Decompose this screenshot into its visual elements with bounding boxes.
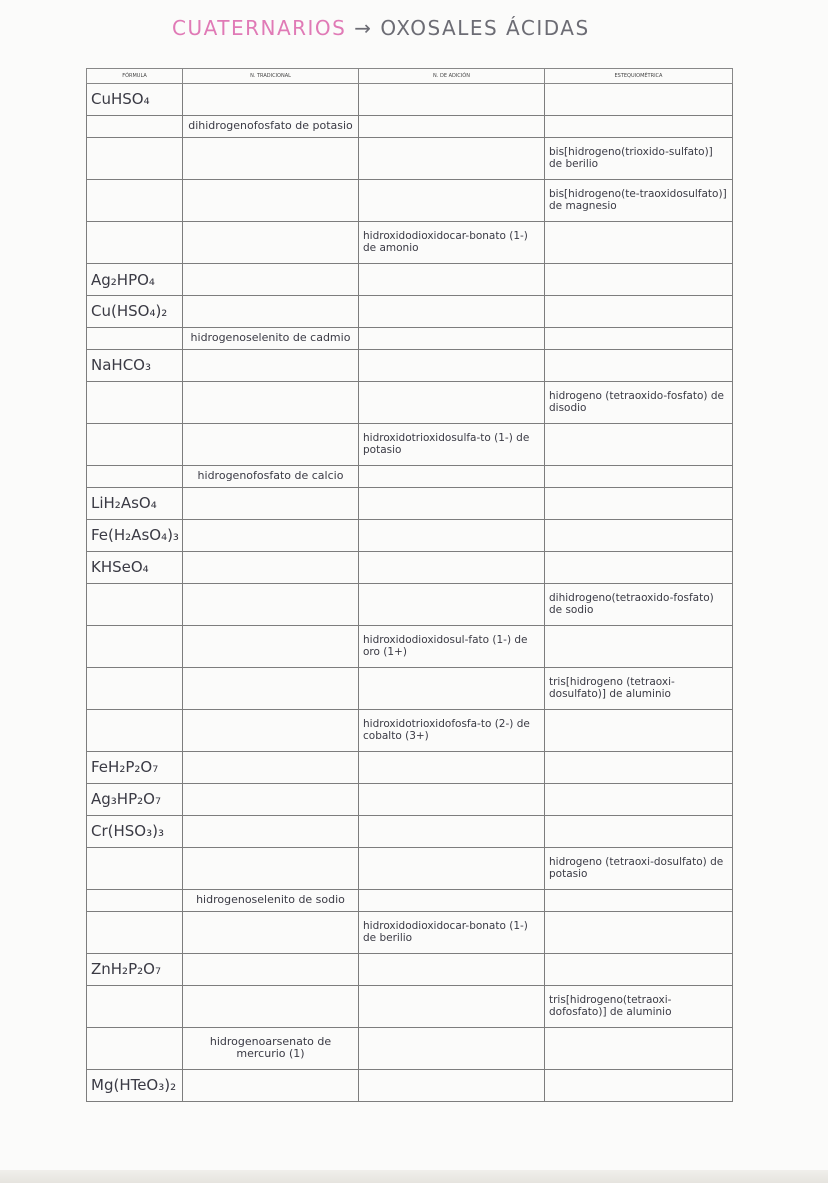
cell-adicion bbox=[359, 667, 545, 709]
cell-adicion: hidroxidodioxidocar-bonato (1-) de berilio bbox=[359, 911, 545, 953]
cell-estequiometrica bbox=[545, 221, 733, 263]
cell-formula: LiH₂AsO₄ bbox=[87, 487, 183, 519]
cell-estequiometrica: hidrogeno (tetraoxi-dosulfato) de potasio bbox=[545, 847, 733, 889]
cell-estequiometrica bbox=[545, 327, 733, 349]
cell-formula: CuHSO₄ bbox=[87, 84, 183, 116]
cell-estequiometrica bbox=[545, 465, 733, 487]
table-row bbox=[87, 84, 733, 116]
cell-formula bbox=[87, 667, 183, 709]
cell-tradicional bbox=[183, 423, 359, 465]
cell-tradicional: hidrogenoselenito de cadmio bbox=[183, 327, 359, 349]
cell-tradicional bbox=[183, 487, 359, 519]
table-row bbox=[87, 625, 733, 667]
table-row bbox=[87, 264, 733, 296]
cell-adicion bbox=[359, 115, 545, 137]
cell-formula bbox=[87, 625, 183, 667]
cell-formula bbox=[87, 583, 183, 625]
page-edge bbox=[0, 1170, 828, 1183]
table-row bbox=[87, 115, 733, 137]
cell-tradicional bbox=[183, 179, 359, 221]
cell-formula: Mg(HTeO₃)₂ bbox=[87, 1069, 183, 1101]
cell-estequiometrica bbox=[545, 264, 733, 296]
cell-estequiometrica: tris[hidrogeno (tetraoxi-dosulfato)] de aluminio bbox=[545, 667, 733, 709]
cell-tradicional bbox=[183, 295, 359, 327]
cell-formula bbox=[87, 221, 183, 263]
cell-estequiometrica bbox=[545, 519, 733, 551]
cell-adicion bbox=[359, 264, 545, 296]
cell-formula bbox=[87, 911, 183, 953]
cell-formula bbox=[87, 889, 183, 911]
cell-estequiometrica: dihidrogeno(tetraoxido-fosfato) de sodio bbox=[545, 583, 733, 625]
cell-formula: Ag₃HP₂O₇ bbox=[87, 783, 183, 815]
cell-estequiometrica bbox=[545, 889, 733, 911]
cell-formula: Ag₂HPO₄ bbox=[87, 264, 183, 296]
cell-formula: ZnH₂P₂O₇ bbox=[87, 953, 183, 985]
table-row bbox=[87, 423, 733, 465]
cell-tradicional bbox=[183, 847, 359, 889]
cell-estequiometrica bbox=[545, 551, 733, 583]
cell-adicion: hidroxidodioxidocar-bonato (1-) de amonio bbox=[359, 221, 545, 263]
cell-adicion bbox=[359, 84, 545, 116]
cell-tradicional bbox=[183, 751, 359, 783]
cell-adicion bbox=[359, 381, 545, 423]
cell-formula bbox=[87, 115, 183, 137]
table-row bbox=[87, 487, 733, 519]
cell-formula bbox=[87, 137, 183, 179]
header-row bbox=[87, 69, 733, 84]
table-row bbox=[87, 349, 733, 381]
cell-estequiometrica: hidrogeno (tetraoxido-fosfato) de disodio bbox=[545, 381, 733, 423]
cell-estequiometrica bbox=[545, 115, 733, 137]
table-row bbox=[87, 465, 733, 487]
cell-estequiometrica bbox=[545, 487, 733, 519]
table-row bbox=[87, 709, 733, 751]
cell-formula: KHSeO₄ bbox=[87, 551, 183, 583]
cell-adicion bbox=[359, 583, 545, 625]
cell-formula bbox=[87, 423, 183, 465]
cell-formula: FeH₂P₂O₇ bbox=[87, 751, 183, 783]
cell-formula bbox=[87, 709, 183, 751]
table-row bbox=[87, 137, 733, 179]
cell-tradicional: hidrogenofosfato de calcio bbox=[183, 465, 359, 487]
cell-estequiometrica bbox=[545, 953, 733, 985]
cell-estequiometrica bbox=[545, 84, 733, 116]
cell-tradicional bbox=[183, 381, 359, 423]
cell-formula bbox=[87, 1027, 183, 1069]
cell-tradicional bbox=[183, 137, 359, 179]
cell-tradicional bbox=[183, 667, 359, 709]
cell-adicion bbox=[359, 1027, 545, 1069]
cell-tradicional: hidrogenoselenito de sodio bbox=[183, 889, 359, 911]
table-row bbox=[87, 519, 733, 551]
cell-tradicional bbox=[183, 1069, 359, 1101]
cell-tradicional bbox=[183, 583, 359, 625]
header-adicion: N. DE ADICIÓN bbox=[359, 69, 545, 84]
table-row bbox=[87, 911, 733, 953]
cell-adicion bbox=[359, 815, 545, 847]
page-title bbox=[172, 16, 590, 40]
cell-adicion bbox=[359, 295, 545, 327]
table-row bbox=[87, 985, 733, 1027]
cell-estequiometrica bbox=[545, 295, 733, 327]
header-formula: FÓRMULA bbox=[87, 69, 183, 84]
cell-formula: Fe(H₂AsO₄)₃ bbox=[87, 519, 183, 551]
cell-adicion bbox=[359, 751, 545, 783]
cell-tradicional bbox=[183, 911, 359, 953]
cell-tradicional bbox=[183, 519, 359, 551]
table-row bbox=[87, 583, 733, 625]
table-row bbox=[87, 551, 733, 583]
header-tradicional: N. TRADICIONAL bbox=[183, 69, 359, 84]
cell-adicion bbox=[359, 551, 545, 583]
table-row bbox=[87, 327, 733, 349]
table-row bbox=[87, 815, 733, 847]
table-row bbox=[87, 667, 733, 709]
cell-estequiometrica bbox=[545, 709, 733, 751]
cell-estequiometrica bbox=[545, 423, 733, 465]
table-row bbox=[87, 295, 733, 327]
table-row bbox=[87, 1027, 733, 1069]
cell-adicion bbox=[359, 349, 545, 381]
cell-adicion bbox=[359, 137, 545, 179]
cell-estequiometrica: bis[hidrogeno(trioxido-sulfato)] de berilio bbox=[545, 137, 733, 179]
cell-estequiometrica bbox=[545, 815, 733, 847]
cell-adicion bbox=[359, 327, 545, 349]
cell-tradicional bbox=[183, 349, 359, 381]
cell-adicion bbox=[359, 953, 545, 985]
table-row bbox=[87, 889, 733, 911]
cell-estequiometrica bbox=[545, 911, 733, 953]
cell-tradicional bbox=[183, 84, 359, 116]
table-row bbox=[87, 847, 733, 889]
cell-estequiometrica bbox=[545, 783, 733, 815]
cell-tradicional bbox=[183, 551, 359, 583]
table-row bbox=[87, 783, 733, 815]
cell-formula bbox=[87, 179, 183, 221]
cell-formula bbox=[87, 465, 183, 487]
cell-adicion bbox=[359, 889, 545, 911]
table-row bbox=[87, 179, 733, 221]
cell-estequiometrica bbox=[545, 349, 733, 381]
cell-estequiometrica bbox=[545, 1069, 733, 1101]
cell-tradicional bbox=[183, 815, 359, 847]
table-row bbox=[87, 953, 733, 985]
cell-tradicional bbox=[183, 221, 359, 263]
cell-adicion: hidroxidodioxidosul-fato (1-) de oro (1+) bbox=[359, 625, 545, 667]
cell-adicion: hidroxidotrioxidofosfa-to (2-) de cobalto (3+) bbox=[359, 709, 545, 751]
cell-adicion bbox=[359, 847, 545, 889]
cell-formula bbox=[87, 985, 183, 1027]
table-row bbox=[87, 1069, 733, 1101]
cell-adicion: hidroxidotrioxidosulfa-to (1-) de potasio bbox=[359, 423, 545, 465]
cell-tradicional bbox=[183, 625, 359, 667]
cell-tradicional bbox=[183, 953, 359, 985]
title-rest: → OXOSALES ÁCIDAS bbox=[354, 16, 590, 40]
cell-formula bbox=[87, 847, 183, 889]
cell-formula: Cu(HSO₄)₂ bbox=[87, 295, 183, 327]
cell-formula bbox=[87, 381, 183, 423]
cell-adicion bbox=[359, 1069, 545, 1101]
header-estequiometrica: ESTEQUIOMÉTRICA bbox=[545, 69, 733, 84]
cell-adicion bbox=[359, 519, 545, 551]
cell-estequiometrica bbox=[545, 625, 733, 667]
table-row bbox=[87, 751, 733, 783]
cell-tradicional: dihidrogenofosfato de potasio bbox=[183, 115, 359, 137]
cell-estequiometrica: tris[hidrogeno(tetraoxi-dofosfato)] de aluminio bbox=[545, 985, 733, 1027]
cell-adicion bbox=[359, 487, 545, 519]
cell-tradicional bbox=[183, 985, 359, 1027]
cell-formula bbox=[87, 327, 183, 349]
cell-formula: NaHCO₃ bbox=[87, 349, 183, 381]
cell-estequiometrica: bis[hidrogeno(te-traoxidosulfato)] de magnesio bbox=[545, 179, 733, 221]
title-pink: CUATERNARIOS bbox=[172, 16, 347, 40]
cell-estequiometrica bbox=[545, 751, 733, 783]
cell-formula: Cr(HSO₃)₃ bbox=[87, 815, 183, 847]
cell-adicion bbox=[359, 783, 545, 815]
table-row bbox=[87, 221, 733, 263]
cell-adicion bbox=[359, 985, 545, 1027]
nomenclature-table bbox=[86, 68, 733, 1102]
cell-tradicional bbox=[183, 264, 359, 296]
cell-tradicional: hidrogenoarsenato de mercurio (1) bbox=[183, 1027, 359, 1069]
cell-adicion bbox=[359, 179, 545, 221]
cell-tradicional bbox=[183, 783, 359, 815]
table-row bbox=[87, 381, 733, 423]
cell-tradicional bbox=[183, 709, 359, 751]
cell-estequiometrica bbox=[545, 1027, 733, 1069]
cell-adicion bbox=[359, 465, 545, 487]
